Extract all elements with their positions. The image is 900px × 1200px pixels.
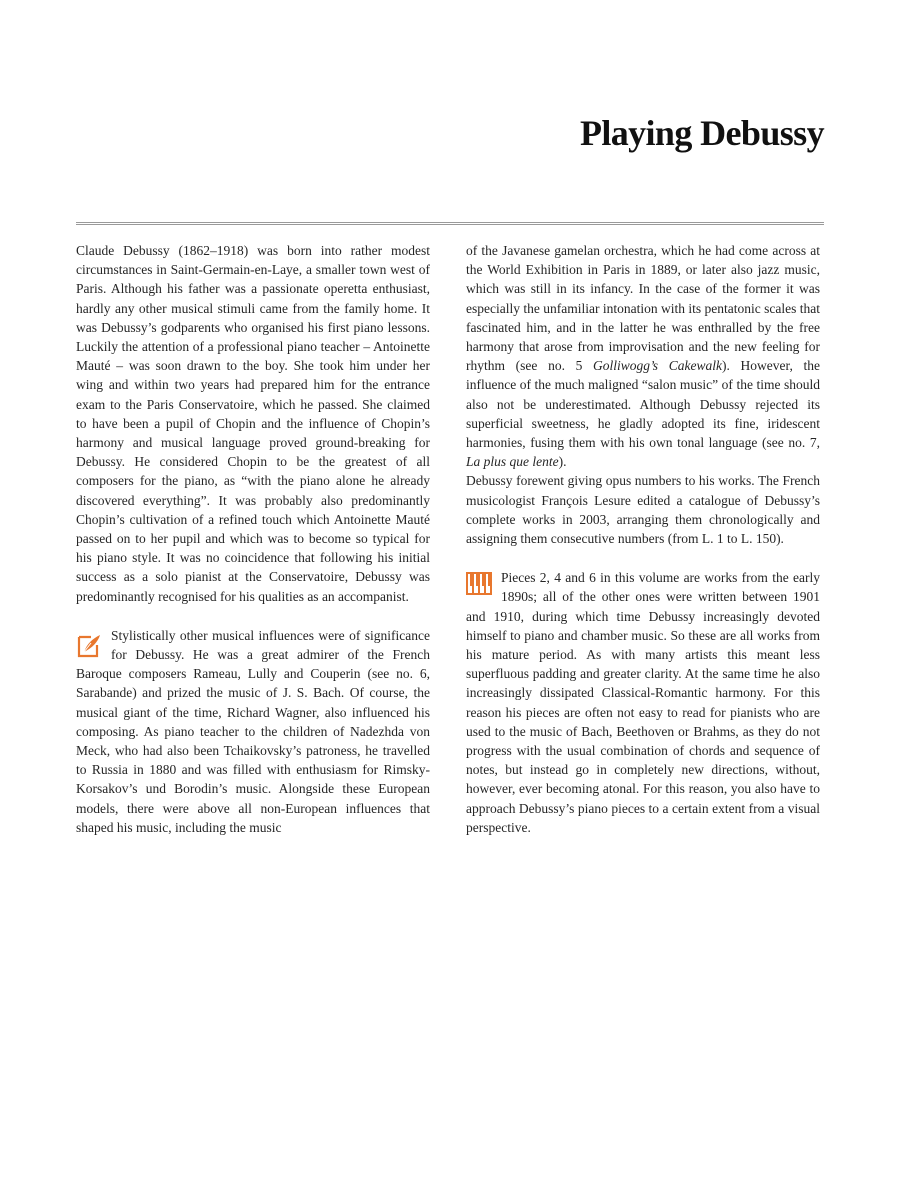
paragraph-gamelan-jazz bbox=[466, 241, 820, 471]
mature-period-text: Pieces 2, 4 and 6 in this volume are works from the early 1890s; all of the other ones were written between 1901 and 1910, during which time Debussy increasingly devoted himself to piano and chamber music. So these are all works from his mature period. As with many artists this meant less superfluous padding and greater clarity. At the same time he also increasingly dissipated Classical-Romantic harmony. For this reason his pieces are often not easy to read for pianists who are used to the music of Bach, Beethoven or Brahms, as they do not progress with the usual combination of chords and sequence of notes, but instead go in completely new directions, without, however, ever becoming atonal. For this reason, you also have to approach Debussy’s piano pieces to a certain extent from a visual perspective. bbox=[466, 570, 820, 835]
paragraph-biography: Claude Debussy (1862–1918) was born into rather modest circumstances in Saint-Germain-en-Laye, a smaller town west of Paris. Although his father was a passionate operetta enthusiast, hardly any other musical stimuli came from the family home. It was Debussy’s godparents who organised his first piano lessons. Luckily the attention of a professional piano teacher – Antoinette Mauté – was soon drawn to the boy. She took him under her wing and within two years had prepared him for the entrance exam to the Paris Conservatoire, which he passed. She claimed to have been a pupil of Chopin and the influence of Chopin’s harmony and musical language proved ground-breaking for Debussy. He considered Chopin to be the greatest of all composers for the piano, as “with the piano alone he already discovered everything”. It was probably also predominantly Chopin’s cultivation of a refined touch which Antoinette Mauté passed on to her pupil and which was to become so typical for his piano style. It was no coincidence that following his initial success as a solo pianist at the Conservatoire, Debussy was predominantly recognised for his qualities as an accompanist. bbox=[76, 243, 430, 604]
text-segment: of the Javanese gamelan orchestra, which he had come across at the World Exhibition in Paris in 1889, or later also jazz music, which was still in its infancy. In the case of the former it was especially the unfamiliar intonation with its pentatonic scales that fascinated him, and in the latter he was enthralled by the free harmony that arose from improvisation and the new feeling for rhythm (see no. 5 bbox=[466, 243, 820, 374]
page-title: Playing Debussy bbox=[579, 113, 824, 153]
left-column bbox=[76, 241, 430, 837]
quill-pen-icon bbox=[76, 632, 102, 658]
work-title-la-plus-que-lente: La plus que lente bbox=[466, 454, 559, 470]
text-segment: ). However, the influence of the much maligned “salon music” of the time should also not be underestimated. Although Debussy rejected its superficial sweetness, he gladly adopted its fine, iridescent harmonies, fusing them with his own tonal language (see no. 7, bbox=[466, 358, 820, 451]
paragraph-catalogue: Debussy forewent giving opus numbers to his works. The French musicologist François Lesure edited a catalogue of Debussy’s complete works in 2003, arranging them chronologically and assigning them consecutive numbers (from L. 1 to L. 150). bbox=[466, 473, 820, 547]
piano-keys-icon bbox=[466, 571, 492, 597]
title-divider bbox=[76, 222, 824, 225]
right-column bbox=[466, 241, 820, 837]
paragraph-mature-period bbox=[466, 568, 820, 837]
work-title-golliwogg: Golliwogg’s Cakewalk bbox=[593, 358, 722, 374]
paragraph-gap bbox=[76, 606, 430, 626]
paragraph-influences bbox=[76, 626, 430, 837]
paragraph-gap bbox=[466, 548, 820, 568]
influences-text: Stylistically other musical influences were of significance for Debussy. He was a great admirer of the French Baroque composers Rameau, Lully and Couperin (see no. 6, Sarabande) and prized the music of J. S. Bach. Of course, the musical giant of the time, Richard Wagner, also influenced his composing. As piano teacher to the children of Nadezhda von Meck, who had also been Tchaikovsky’s patroness, he travelled to Russia in 1880 and was filled with enthusiasm for Rimsky-Korsakov’s und Borodin’s music. Alongside these European models, there were above all non-European influences that shaped his music, including the music bbox=[76, 627, 430, 835]
text-segment: ). bbox=[558, 454, 567, 470]
